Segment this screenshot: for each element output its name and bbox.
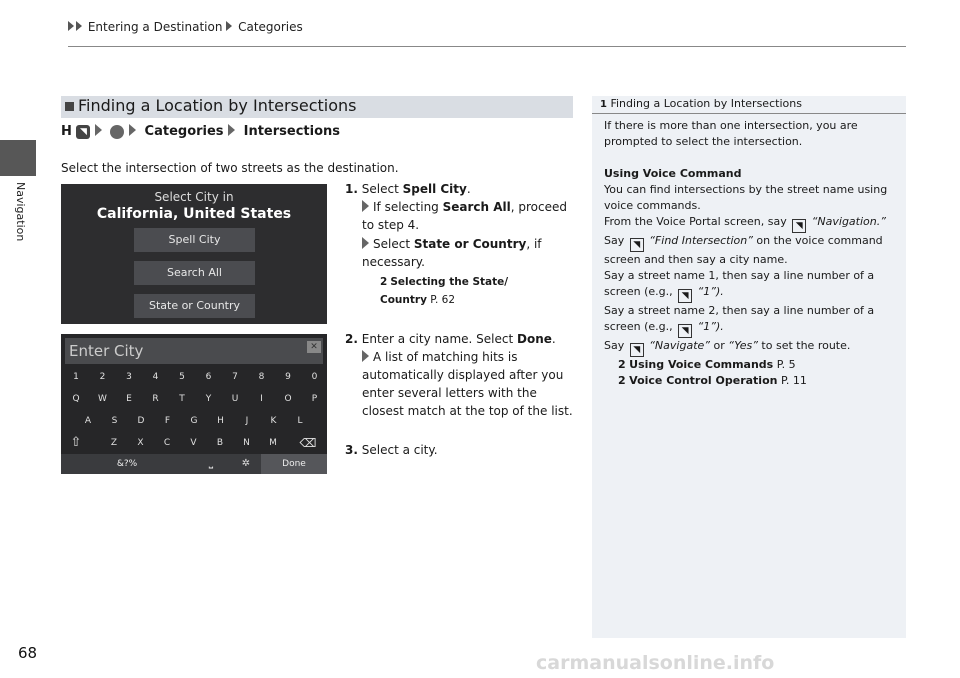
path-arrow-icon xyxy=(228,124,235,136)
reference-icon: 2 xyxy=(380,276,388,288)
reference-icon: 2 xyxy=(618,374,626,387)
key-o[interactable]: O xyxy=(284,394,292,404)
note-title: Finding a Location by Intersections xyxy=(610,97,802,110)
key-r[interactable]: R xyxy=(152,394,159,404)
key-g[interactable]: G xyxy=(190,416,198,426)
symbols-key[interactable]: &?% xyxy=(116,459,138,469)
enter-city-keyboard-screen xyxy=(61,334,327,474)
note-paragraph: If there is more than one intersection, you are prompted to select the intersection. xyxy=(604,119,858,148)
search-icon xyxy=(110,125,124,139)
section-tab xyxy=(0,140,36,176)
step-text: Select a city. xyxy=(361,443,438,457)
reference-title[interactable]: Using Voice Commands xyxy=(629,358,774,371)
key-h[interactable]: H xyxy=(217,416,224,426)
key-4[interactable]: 4 xyxy=(152,372,159,382)
path-arrow-icon xyxy=(95,124,102,136)
bullet-square-icon xyxy=(65,102,74,111)
clear-icon[interactable]: ✕ xyxy=(307,341,321,353)
reference-title[interactable]: Selecting the State/ Country xyxy=(380,276,509,306)
talk-button-icon: ◥ xyxy=(792,219,806,233)
page-number: 68 xyxy=(18,644,38,662)
step-label-search-all: Search All xyxy=(442,200,511,214)
voice-command: “Find Intersection” xyxy=(649,234,753,247)
key-v[interactable]: V xyxy=(190,438,197,448)
key-3[interactable]: 3 xyxy=(126,372,132,382)
key-0[interactable]: 0 xyxy=(311,372,318,382)
step-number: 3. xyxy=(345,443,358,457)
voice-command: “Yes” xyxy=(728,339,758,352)
note-reference[interactable] xyxy=(604,357,898,373)
key-7[interactable]: 7 xyxy=(232,372,238,382)
key-e[interactable]: E xyxy=(126,394,132,404)
select-city-screen xyxy=(61,184,327,324)
step-text: , if necessary. xyxy=(362,237,542,269)
path-categories: Categories xyxy=(144,124,224,139)
key-b[interactable]: B xyxy=(216,438,224,448)
space-key[interactable]: ⎵ xyxy=(208,456,214,469)
key-1[interactable]: 1 xyxy=(73,372,79,382)
section-heading xyxy=(61,96,573,118)
step-text: . xyxy=(551,332,556,346)
menu-path xyxy=(61,124,340,139)
breadcrumb-item[interactable]: Categories xyxy=(238,20,303,34)
step-label-spell-city: Spell City xyxy=(402,182,467,196)
key-u[interactable]: U xyxy=(231,394,239,404)
voice-command: “Navigation.” xyxy=(811,215,886,228)
step-1a xyxy=(362,198,577,234)
note-marker-icon: 1 xyxy=(600,99,607,110)
step-label-done: Done xyxy=(517,332,552,346)
breadcrumb xyxy=(68,20,303,34)
voice-command: “1”). xyxy=(697,285,724,298)
watermark: carmanualsonline.info xyxy=(536,652,775,674)
note-subheading: Using Voice Command xyxy=(604,167,742,180)
reference-title[interactable]: Voice Control Operation xyxy=(629,374,778,387)
step-2a xyxy=(362,348,577,420)
city-input[interactable]: Enter City xyxy=(65,338,323,364)
note-text: Say xyxy=(604,234,625,247)
key-8[interactable]: 8 xyxy=(258,372,265,382)
key-s[interactable]: S xyxy=(111,416,118,426)
key-q[interactable]: Q xyxy=(72,394,80,404)
key-i[interactable]: I xyxy=(260,394,263,404)
cross-reference[interactable] xyxy=(380,273,550,309)
reference-icon: 2 xyxy=(618,358,626,371)
step-1b xyxy=(362,235,577,271)
note-line xyxy=(604,338,898,357)
note-text: Say xyxy=(604,339,625,352)
path-intersections: Intersections xyxy=(243,124,341,139)
note-text: or xyxy=(713,339,725,352)
note-text: on the voice command screen and then say a city name. xyxy=(604,234,883,266)
key-a[interactable]: A xyxy=(84,416,92,426)
note-text: Say a street name 2, then say a line number of a screen (e.g., xyxy=(604,304,875,333)
bullet-arrow-icon xyxy=(362,350,369,362)
key-9[interactable]: 9 xyxy=(285,372,291,382)
step-3 xyxy=(345,441,575,459)
step-text: If selecting xyxy=(373,200,443,214)
talk-button-icon: ◥ xyxy=(630,238,644,252)
voice-key-icon[interactable]: ✲ xyxy=(241,458,251,469)
voice-command: “1”). xyxy=(697,320,724,333)
reference-page: P. 5 xyxy=(776,358,796,371)
step-text: Enter a city name. Select xyxy=(361,332,517,346)
spell-city-button[interactable]: Spell City xyxy=(134,228,255,252)
note-line xyxy=(604,214,898,233)
note-reference[interactable] xyxy=(604,373,898,389)
key-w[interactable]: W xyxy=(98,394,107,404)
key-d[interactable]: D xyxy=(137,416,145,426)
note-header xyxy=(600,97,802,110)
step-text: Select xyxy=(373,237,414,251)
key-j[interactable]: J xyxy=(245,416,249,426)
backspace-icon[interactable]: ⌫ xyxy=(299,436,317,450)
screen-region: California, United States xyxy=(96,206,292,222)
key-x[interactable]: X xyxy=(137,438,144,448)
note-line xyxy=(604,233,898,268)
key-2[interactable]: 2 xyxy=(99,372,106,382)
key-y[interactable]: Y xyxy=(205,394,212,404)
key-6[interactable]: 6 xyxy=(205,372,212,382)
breadcrumb-arrow-icon xyxy=(226,21,232,31)
talk-button-icon: ◥ xyxy=(630,343,644,357)
talk-button-icon: ◥ xyxy=(678,324,692,338)
bullet-arrow-icon xyxy=(362,237,369,249)
reference-page: P. 11 xyxy=(780,374,807,387)
section-title: Finding a Location by Intersections xyxy=(78,96,357,115)
step-number: 2. xyxy=(345,332,358,346)
step-text: . xyxy=(466,182,471,196)
key-k[interactable]: K xyxy=(270,416,277,426)
note-rule xyxy=(592,113,906,114)
key-m[interactable]: M xyxy=(269,438,277,448)
key-l[interactable]: L xyxy=(297,416,303,426)
key-c[interactable]: C xyxy=(163,438,171,448)
breadcrumb-arrow-icon xyxy=(68,21,74,31)
home-icon: H xyxy=(61,124,72,139)
note-text: to set the route. xyxy=(761,339,851,352)
key-z[interactable]: Z xyxy=(110,438,118,448)
sidebar-label: Navigation xyxy=(14,182,27,242)
voice-portal-icon: ◥ xyxy=(76,125,90,139)
breadcrumb-item[interactable]: Entering a Destination xyxy=(87,20,223,34)
key-t[interactable]: T xyxy=(179,394,185,404)
key-5[interactable]: 5 xyxy=(179,372,185,382)
bullet-arrow-icon xyxy=(362,200,369,212)
note-text: From the Voice Portal screen, say xyxy=(604,215,787,228)
path-arrow-icon xyxy=(129,124,136,136)
key-n[interactable]: N xyxy=(243,438,250,448)
step-label-state-or-country: State or Country xyxy=(413,237,527,251)
search-all-button[interactable]: Search All xyxy=(134,261,255,285)
note-line xyxy=(604,268,898,303)
key-f[interactable]: F xyxy=(164,416,171,426)
shift-icon[interactable]: ⇧ xyxy=(70,435,82,450)
note-text: Say a street name 1, then say a line number of a screen (e.g., xyxy=(604,269,875,298)
step-1 xyxy=(345,180,575,198)
step-text: A list of matching hits is automatically displayed after you enter several letters with the closest match at the top of the list. xyxy=(362,350,573,418)
intro-text: Select the intersection of two streets as the destination. xyxy=(61,161,399,175)
step-2 xyxy=(345,330,575,348)
reference-page: P. 62 xyxy=(430,294,455,306)
note-paragraph: You can find intersections by the street name using voice commands. xyxy=(604,183,888,212)
step-number: 1. xyxy=(345,182,358,196)
note-line xyxy=(604,303,898,338)
voice-command: “Navigate” xyxy=(649,339,710,352)
note-body xyxy=(604,118,898,389)
key-p[interactable]: P xyxy=(311,394,318,404)
step-text: , proceed to step 4. xyxy=(362,200,568,232)
talk-button-icon: ◥ xyxy=(678,289,692,303)
header-rule xyxy=(68,46,906,47)
screen-heading: Select City in xyxy=(154,190,234,204)
done-key[interactable]: Done xyxy=(261,454,327,474)
breadcrumb-arrow-icon xyxy=(76,21,82,31)
step-text: Select xyxy=(361,182,403,196)
state-or-country-button[interactable]: State or Country xyxy=(134,294,255,318)
